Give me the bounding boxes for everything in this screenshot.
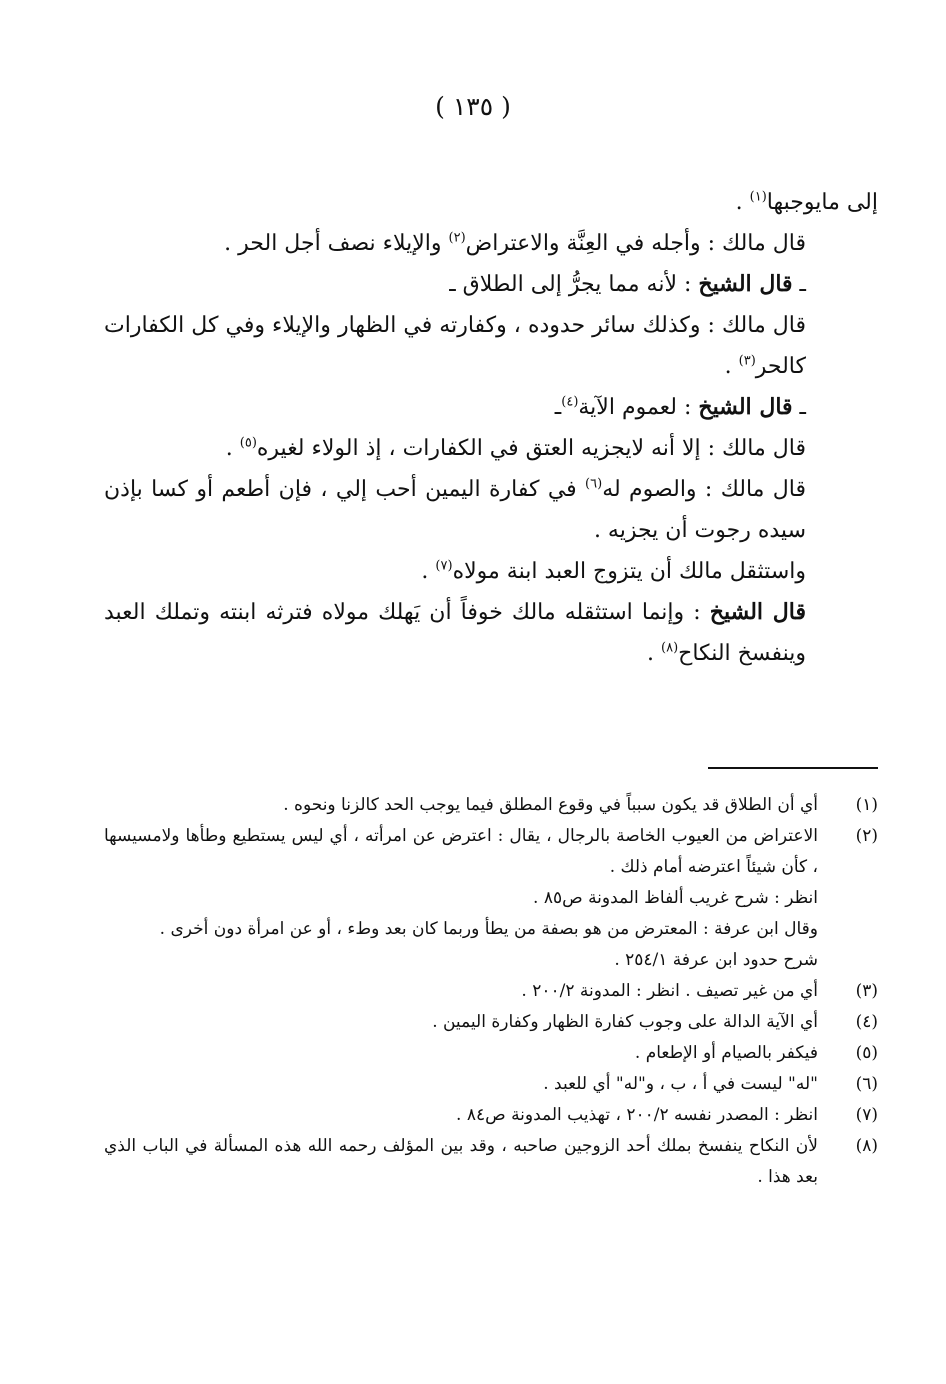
footnote-2-quote: وقال ابن عرفة : المعترض من هو بصفة من يطأ وربما كان بعد وطء ، أو عن امرأة دون أخرى .: [159, 919, 818, 939]
footnote-number: (٥): [855, 1043, 878, 1063]
sheikh-label: قال الشيخ: [698, 394, 793, 420]
paragraph-6: [104, 428, 878, 469]
footnote-divider: [708, 767, 878, 769]
footnote-7: [104, 1100, 878, 1131]
paragraph-1-end: .: [735, 190, 750, 215]
footnote-text: أي من غير تصيف . انظر : المدونة ٢٠٠/٢ .: [521, 981, 818, 1001]
paragraph-7-text-a: قال مالك : والصوم له: [602, 477, 807, 502]
footnote-8: [104, 1131, 878, 1193]
paragraph-5-dash: ـ: [792, 395, 806, 420]
footnote-ref-7: (٧): [435, 558, 453, 574]
footnote-text: انظر : المصدر نفسه ٢٠٠/٢ ، تهذيب المدونة ص٨٤ .: [456, 1105, 818, 1125]
footnote-number: (٤): [855, 1012, 878, 1032]
footnote-ref-2: (٢): [448, 230, 466, 246]
footnote-3: [104, 976, 878, 1007]
paragraph-2-text-b: والإيلاء نصف أجل الحر .: [224, 231, 449, 256]
paragraph-4: [104, 305, 878, 387]
paragraph-1-text: إلى مايوجبها: [766, 190, 878, 215]
page-number: ( ١٣٥ ): [435, 92, 511, 121]
footnote-6: [104, 1069, 878, 1100]
footnote-text: لأن النكاح ينفسخ بملك أحد الزوجين صاحبه ، وقد بين المؤلف رحمه الله هذه المسألة في الباب الذي بعد هذا .: [104, 1136, 818, 1187]
footnote-text: أي أن الطلاق قد يكون سبباً في وقوع المطلق فيما يوجب الحد كالزنا ونحوه .: [283, 795, 818, 815]
footnote-2-source-1: انظر : شرح غريب ألفاظ المدونة ص٨٥ .: [533, 888, 818, 908]
sheikh-label: قال الشيخ: [709, 599, 806, 625]
paragraph-2: [104, 223, 878, 264]
footnote-ref-8: (٨): [661, 640, 679, 656]
footnote-5: [104, 1038, 878, 1069]
footnote-ref-6: (٦): [585, 476, 603, 492]
paragraph-7-text-b: في كفارة اليمين أحب إلي ، فإن أطعم أو كسا بإذن سيده رجوت أن يجزيه .: [104, 477, 806, 543]
paragraph-4-end: .: [724, 354, 739, 379]
footnote-1: [104, 790, 878, 821]
footnote-text: الاعتراض من العيوب الخاصة بالرجال ، يقال : اعترض عن امرأته ، أي ليس يستطيع وطأها ولامسيسها ، كأن شيئاً اعترضه أمام ذلك .: [104, 826, 818, 877]
paragraph-4-text: قال مالك : وكذلك سائر حدوده ، وكفارته في الظهار والإيلاء وفي كل الكفارات كالحر: [104, 313, 806, 379]
footnote-number: (٢): [855, 826, 878, 846]
paragraph-8-text: واستثقل مالك أن يتزوج العبد ابنة مولاه: [452, 559, 806, 584]
paragraph-7: [104, 469, 878, 551]
footnote-ref-4: (٤): [561, 394, 579, 410]
footnote-text: أي الآية الدالة على وجوب كفارة الظهار وكفارة اليمين .: [432, 1012, 818, 1032]
paragraph-3: [104, 264, 878, 305]
footnote-number: (١): [855, 795, 878, 815]
paragraph-8: [104, 551, 878, 592]
footnotes: [104, 790, 878, 1193]
paragraph-5-end: ـ: [554, 395, 562, 420]
paragraph-1: [104, 182, 878, 223]
paragraph-5: [104, 387, 878, 428]
footnote-ref-5: (٥): [239, 435, 257, 451]
paragraph-5-text: : لعموم الآية: [578, 395, 699, 420]
footnote-4: [104, 1007, 878, 1038]
paragraph-8-end: .: [421, 559, 436, 584]
footnote-text: فيكفر بالصيام أو الإطعام .: [634, 1043, 818, 1063]
paragraph-6-text: قال مالك : إلا أنه لايجزيه العتق في الكفارات ، إذ الولاء لغيره: [256, 436, 806, 461]
paragraph-2-text-a: قال مالك : وأجله في العِنَّة والاعتراض: [465, 231, 806, 256]
main-text: [104, 182, 878, 674]
footnote-ref-3: (٣): [738, 353, 756, 369]
sheikh-label: قال الشيخ: [698, 271, 793, 297]
footnote-number: (٨): [855, 1136, 878, 1156]
paragraph-3-dash: ـ: [792, 272, 806, 297]
footnote-2-source-2: شرح حدود ابن عرفة ٢٥٤/١ .: [614, 950, 818, 970]
paragraph-9-text: : وإنما استثقله مالك خوفاً أن يَهلك مولاه فترثه ابنته وتملك العبد وينفسخ النكاح: [104, 600, 806, 666]
paragraph-3-text: : لأنه مما يجرُّ إلى الطلاق ـ: [449, 272, 699, 297]
footnote-ref-1: (١): [749, 189, 767, 205]
footnote-2: [104, 821, 878, 883]
footnote-number: (٦): [855, 1074, 878, 1094]
paragraph-9-end: .: [647, 641, 662, 666]
footnote-number: (٣): [855, 981, 878, 1001]
footnote-text: "له" ليست في أ ، ب ، و"له" أي للعبد .: [543, 1074, 818, 1094]
paragraph-6-end: .: [225, 436, 240, 461]
paragraph-9: [104, 592, 878, 674]
footnote-number: (٧): [855, 1105, 878, 1125]
